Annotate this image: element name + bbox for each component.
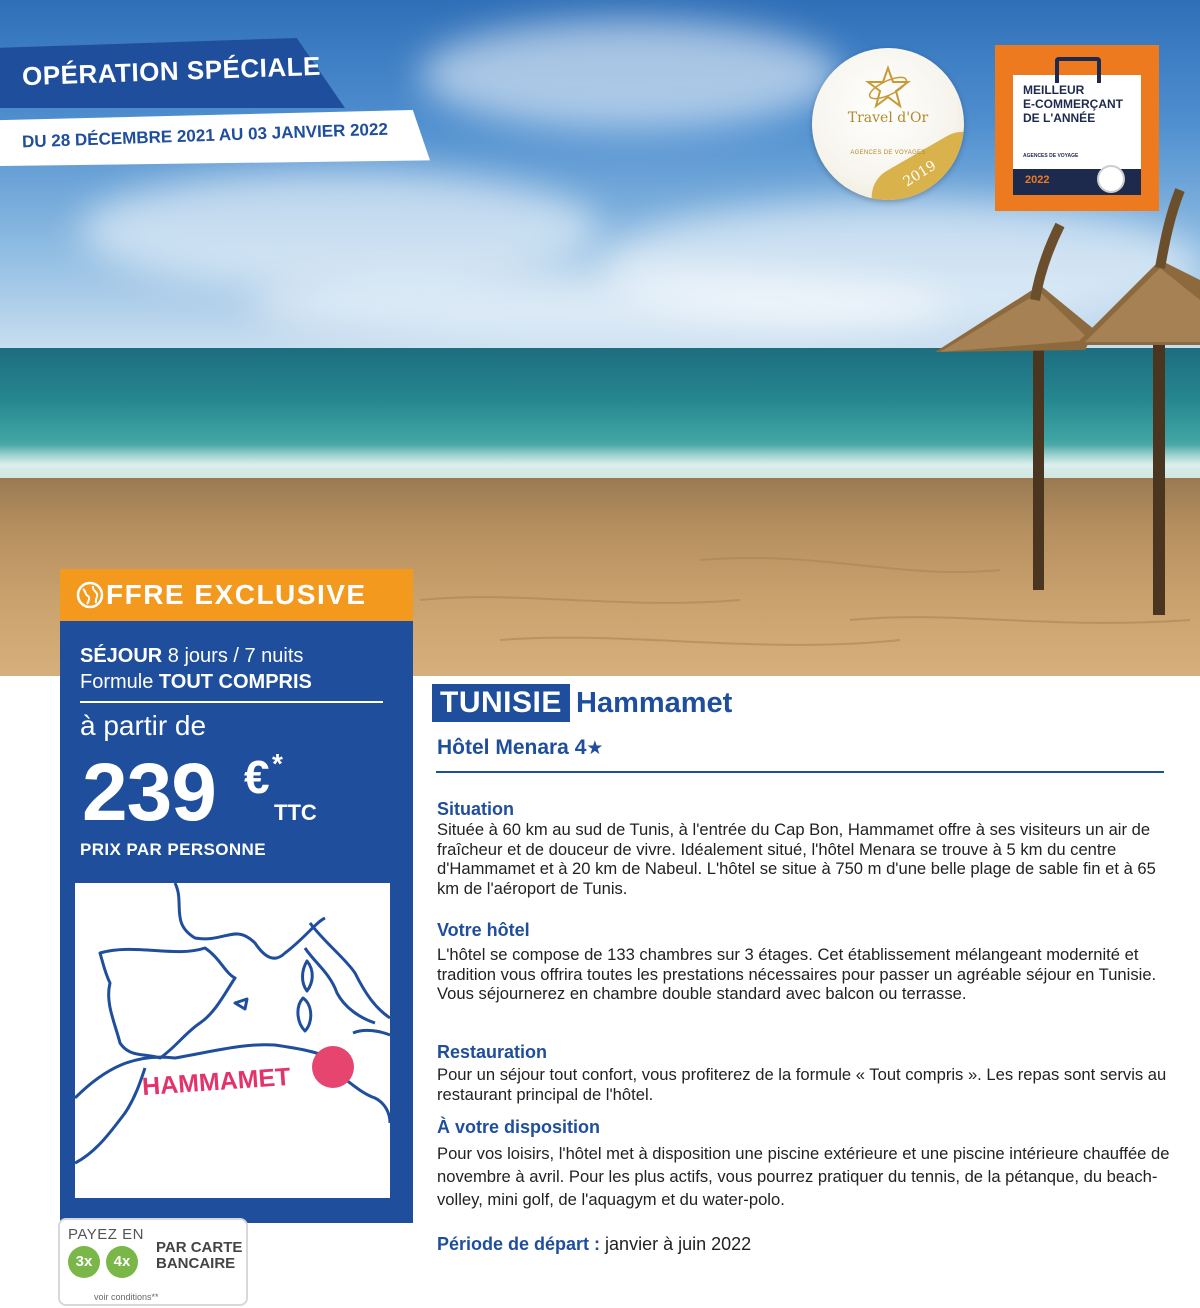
price-value: 239 xyxy=(82,747,216,838)
travel-dor-year: 2019 xyxy=(900,157,940,191)
hammamet-marker xyxy=(312,1046,354,1088)
seal-icon xyxy=(1097,165,1125,193)
travel-dor-badge xyxy=(812,48,964,200)
departure-period: Période de départ : janvier à juin 2022 xyxy=(437,1234,752,1254)
pay-4x-badge: 4x xyxy=(106,1246,138,1278)
award-year: 2022 xyxy=(1025,174,1050,186)
pay-3x-badge: 3x xyxy=(68,1246,100,1278)
globe-icon xyxy=(76,581,104,609)
price-per-person: PRIX PAR PERSONNE xyxy=(80,840,266,859)
section-hotel-text: L'hôtel se compose de 133 chambres sur 3 étages. Cet établissement mélangeant modernité et tradition vous offrira toutes les prestations nécessaires pour passer un agréable séjour en Tunisie. Vous séjournerez en chambre double standard avec balcon ou terrasse. xyxy=(437,945,1157,1003)
section-disposition-text: Pour vos loisirs, l'hôtel met à disposition une piscine extérieure et une piscine intérieure chauffée de novembre à avril. Pour les plus actifs, vous pourrez pratiquer du tennis, de la pétanque, du beach-volley, mini golf, de l'aquagym et du water-polo. xyxy=(437,1144,1170,1209)
operation-title: OPÉRATION SPÉCIALE xyxy=(21,50,322,92)
section-hotel-title: Votre hôtel xyxy=(437,920,530,940)
location-map xyxy=(75,883,390,1198)
travel-dor-subtitle: AGENCES DE VOYAGES xyxy=(850,150,926,156)
section-restauration-title: Restauration xyxy=(437,1042,548,1062)
hotel-name: Hôtel Menara 4★ xyxy=(437,736,604,759)
section-restauration-text: Pour un séjour tout confort, vous profiterez de la formule « Tout compris ». Les repas sont servis au restaurant principal de l'hôtel. xyxy=(437,1065,1167,1104)
sejour-info: SÉJOUR 8 jours / 7 nuits Formule TOUT COMPRIS xyxy=(80,645,312,693)
map-city-label: HAMMAMET xyxy=(141,1062,292,1102)
award-subtitle: AGENCES DE VOYAGE xyxy=(1023,153,1079,159)
card-payment-label: PAR CARTE BANCAIRE xyxy=(156,1239,243,1272)
section-situation-title: Situation xyxy=(437,799,514,819)
payment-options xyxy=(58,1218,248,1306)
destination-city: Hammamet xyxy=(576,687,733,719)
operation-banner xyxy=(0,38,345,108)
mediterranean-map xyxy=(75,883,390,1198)
ecommerce-award-badge xyxy=(995,45,1159,211)
pay-in-label: PAYEZ EN xyxy=(68,1226,144,1243)
offer-divider xyxy=(80,701,383,703)
section-situation-text: Située à 60 km au sud de Tunis, à l'entrée du Cap Bon, Hammamet offre à ses visiteurs un air de fraîcheur et de douceur de vivre. Idéalement situé, l'hôtel Menara se trouve à 5 km du centre d'Hammamet et à 20 km de Nabeul. L'hôtel se situe à 750 m d'une belle plage de sable fin et à 65 km de l'aéroport de Tunis. xyxy=(437,820,1156,898)
star-icon: ★ xyxy=(586,737,604,759)
price-from-label: à partir de xyxy=(80,710,207,741)
offer-header xyxy=(60,569,413,621)
price-currency: € xyxy=(244,751,270,803)
section-disposition-title: À votre disposition xyxy=(437,1117,601,1137)
shopping-bag-icon xyxy=(1055,57,1101,83)
travel-dor-name: Travel d'Or xyxy=(847,110,929,126)
award-title: MEILLEUR E-COMMERÇANT DE L'ANNÉE xyxy=(1023,83,1123,125)
price-tax-label: TTC xyxy=(274,800,317,825)
star-logo-icon xyxy=(864,64,912,112)
title-divider xyxy=(436,771,1164,773)
date-banner xyxy=(0,110,430,166)
price-asterisk: * xyxy=(272,748,283,779)
offer-header-text: FFRE EXCLUSIVE xyxy=(106,579,367,610)
operation-dates: DU 28 DÉCEMBRE 2021 AU 03 JANVIER 2022 xyxy=(21,119,389,152)
country-label: TUNISIE xyxy=(432,684,570,722)
conditions-link[interactable]: voir conditions** xyxy=(94,1292,159,1302)
